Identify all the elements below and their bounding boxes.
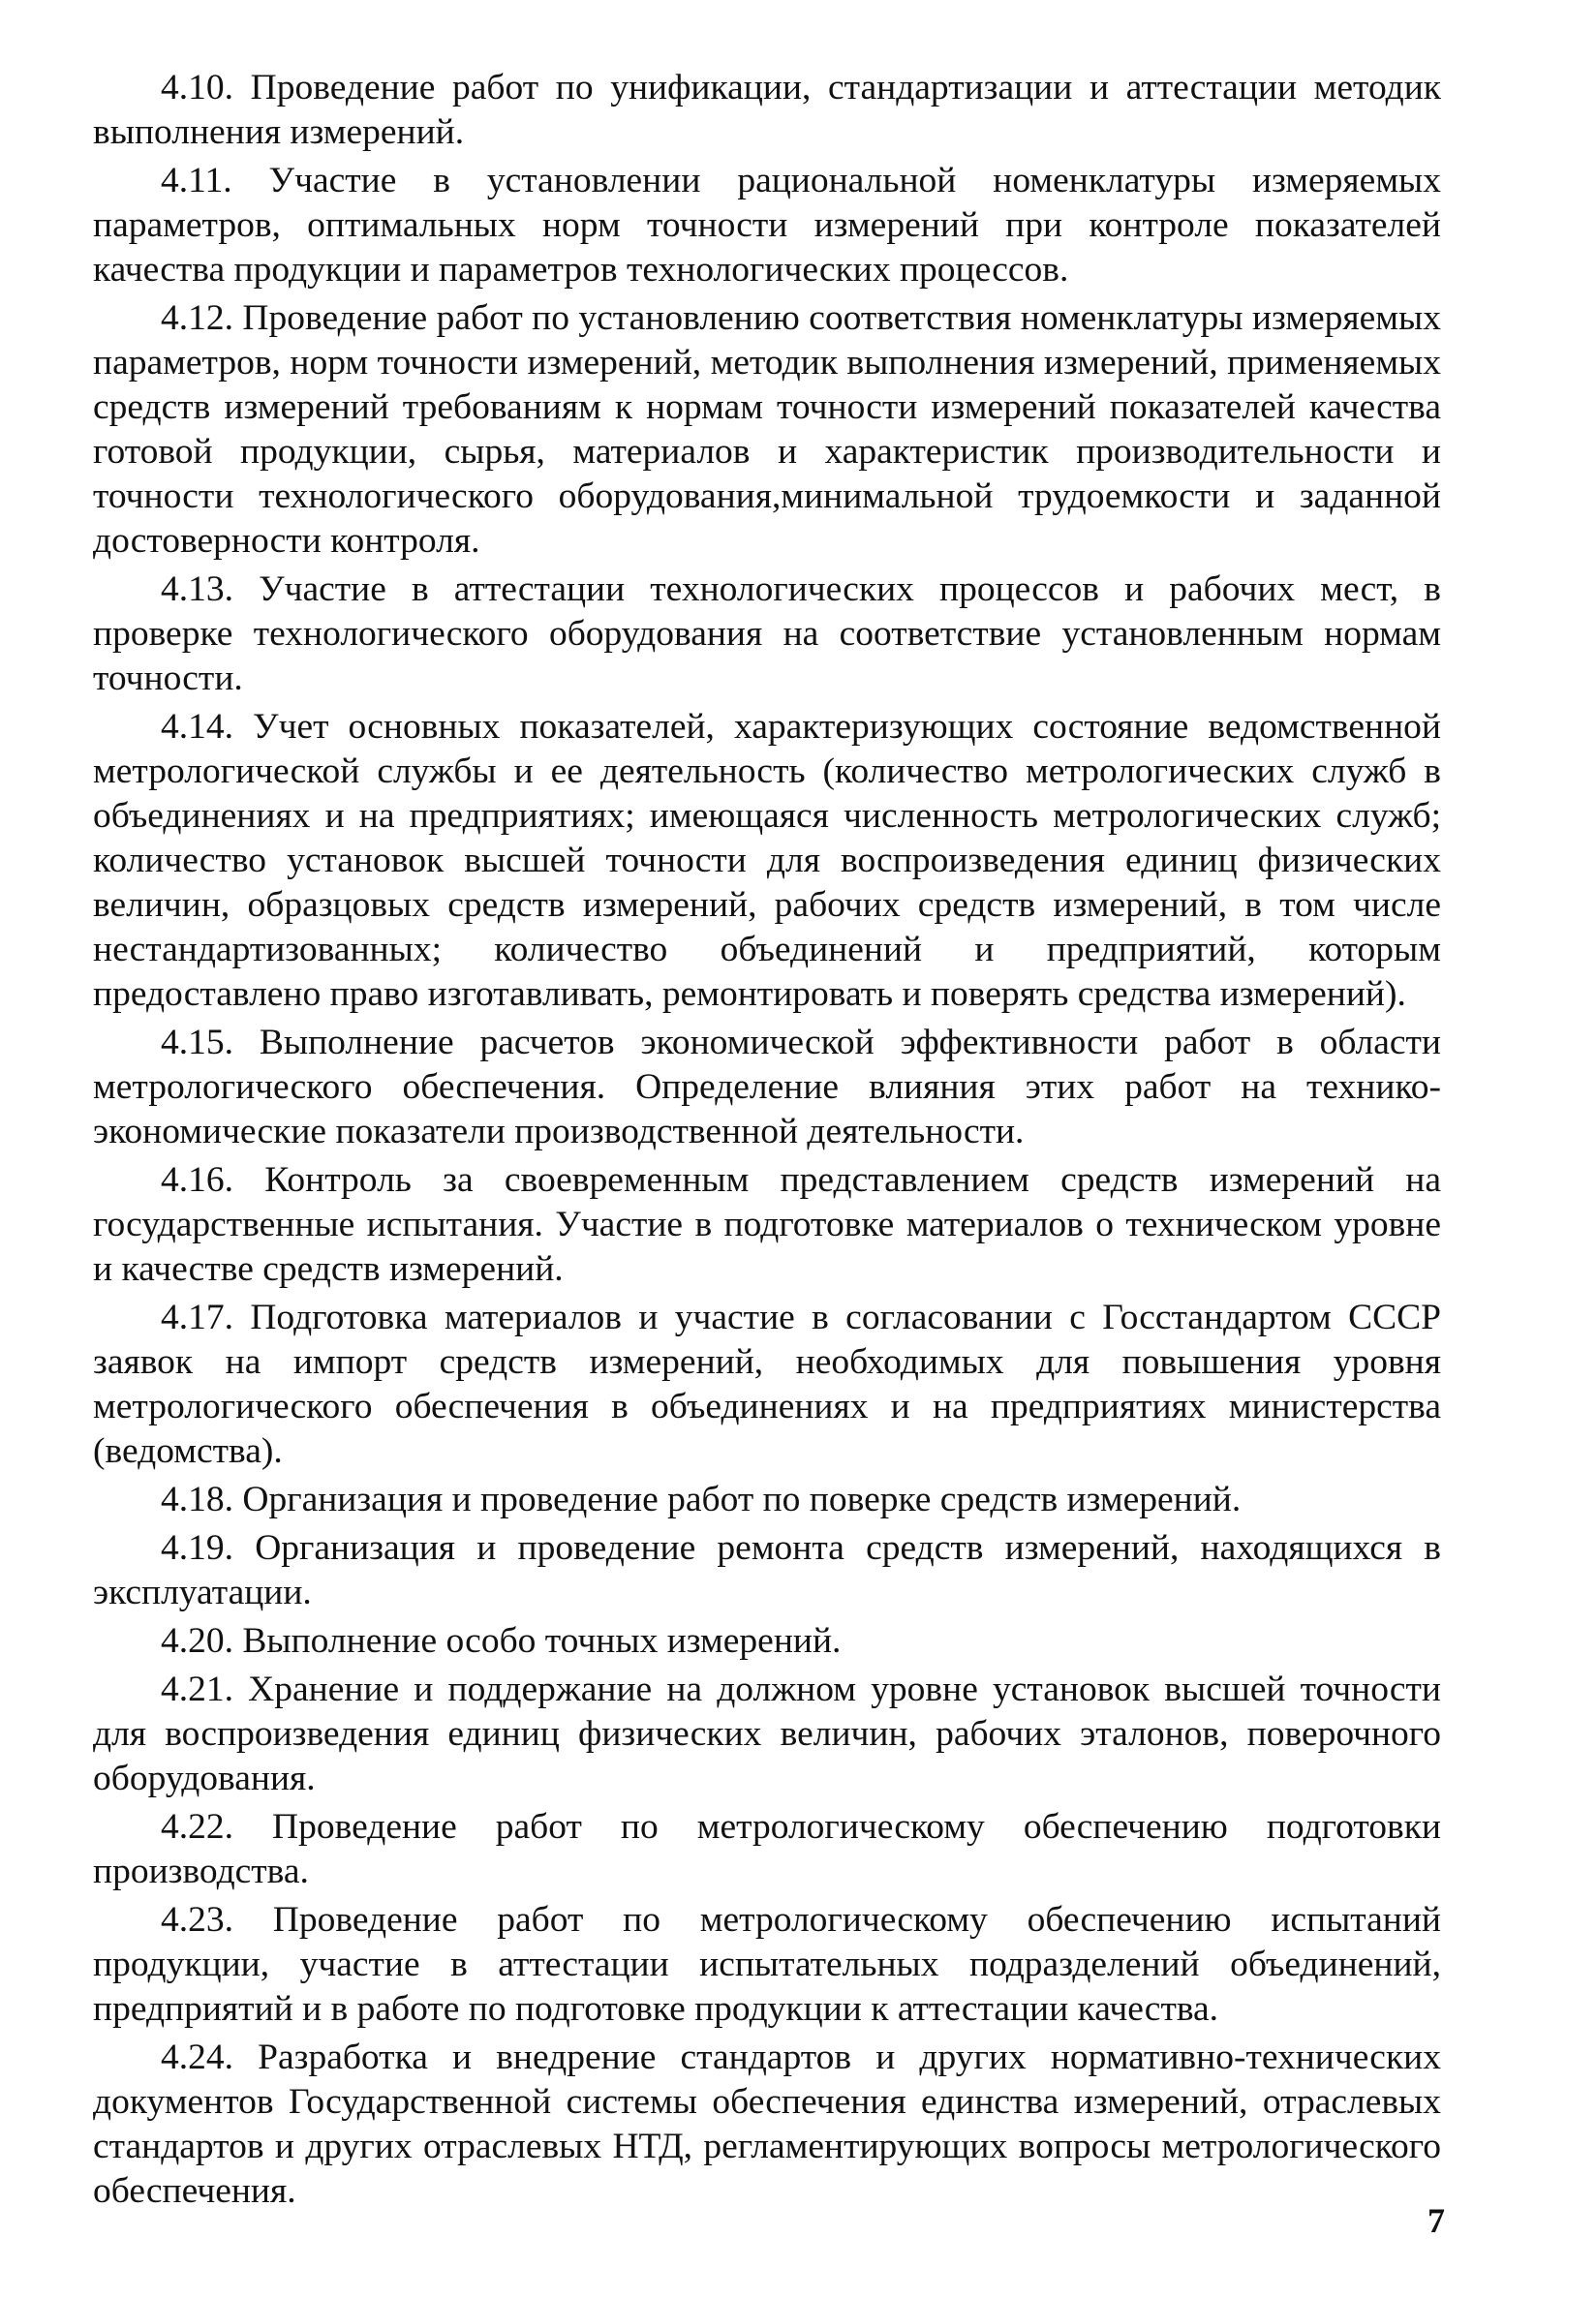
paragraph-4-20: 4.20. Выполнение особо точных измерений. (161, 1621, 842, 1661)
paragraph-4-17: 4.17. Подготовка материалов и участие в согласовании с Госстандартом СССР заявок на импорт средств измерений, необходимых для повышения уровня метрологического обеспечения в объединениях и на предприятиях министерства (ведомства). (93, 1298, 1441, 1471)
paragraph-4-12: 4.12. Проведение работ по установлению соответствия номенклатуры измеряемых параметров, норм точности измерений, методик выполнения измерений, применяемых средств измерений требованиям к нормам точности измерений показателей качества готовой продукции, сырья, материалов и характеристик производительности и точности технологического оборудования,минимальной трудоемкости и заданной достоверности контроля. (93, 298, 1441, 561)
paragraph-4-19: 4.19. Организация и проведение ремонта средств измерений, находящихся в эксплуатации. (93, 1528, 1441, 1612)
paragraph-4-22: 4.22. Проведение работ по метрологическому обеспечению подготовки производства. (93, 1807, 1441, 1891)
paragraph-4-13: 4.13. Участие в аттестации технологических процессов и рабочих мест, в проверке технологического оборудования на соответствие установленным нормам точности. (93, 569, 1441, 698)
paragraph-4-21: 4.21. Хранение и поддержание на должном уровне установок высшей точности для воспроизведения единиц физических величин, рабочих эталонов, поверочного оборудования. (93, 1670, 1441, 1798)
paragraph-4-11: 4.11. Участие в установлении рациональной номенклатуры измеряемых параметров, оптимальных норм точности измерений при контроле показателей качества продукции и параметров технологических процессов. (93, 161, 1441, 290)
paragraph-4-24: 4.24. Разработка и внедрение стандартов и других нормативно-технических документов Государственной системы обеспечения единства измерений, отраслевых стандартов и других отраслевых НТД, регламентирующих вопросы метрологического обеспечения. (93, 2038, 1441, 2211)
paragraph-4-15: 4.15. Выполнение расчетов экономической эффективности работ в области метрологического обеспечения. Определение влияния этих работ на технико-экономические показатели производственной деятельности. (93, 1023, 1441, 1151)
document-page (93, 66, 1441, 2218)
page-number: 7 (1427, 2201, 1445, 2240)
paragraph-4-10: 4.10. Проведение работ по унификации, стандартизации и аттестации методик выполнения измерений. (93, 68, 1441, 152)
paragraph-4-14: 4.14. Учет основных показателей, характеризующих состояние ведомственной метрологической службы и ее деятельность (количество метрологических служб в объединениях и на предприятиях; имеющаяся численность метрологических служб; количество установок высшей точности для воспроизведения единиц физических величин, образцовых средств измерений, рабочих средств измерений, в том числе нестандартизованных; количество объединений и предприятий, которым предоставлено право изготавливать, ремонтировать и поверять средства измерений). (93, 707, 1441, 1014)
paragraph-4-18: 4.18. Организация и проведение работ по поверке средств измерений. (161, 1480, 1242, 1519)
paragraph-4-16: 4.16. Контроль за своевременным представлением средств измерений на государственные испытания. Участие в подготовке материалов о техническом уровне и качестве средств измерений. (93, 1160, 1441, 1289)
paragraph-4-23: 4.23. Проведение работ по метрологическому обеспечению испытаний продукции, участие в аттестации испытательных подразделений объединений, предприятий и в работе по подготовке продукции к аттестации качества. (93, 1900, 1441, 2029)
